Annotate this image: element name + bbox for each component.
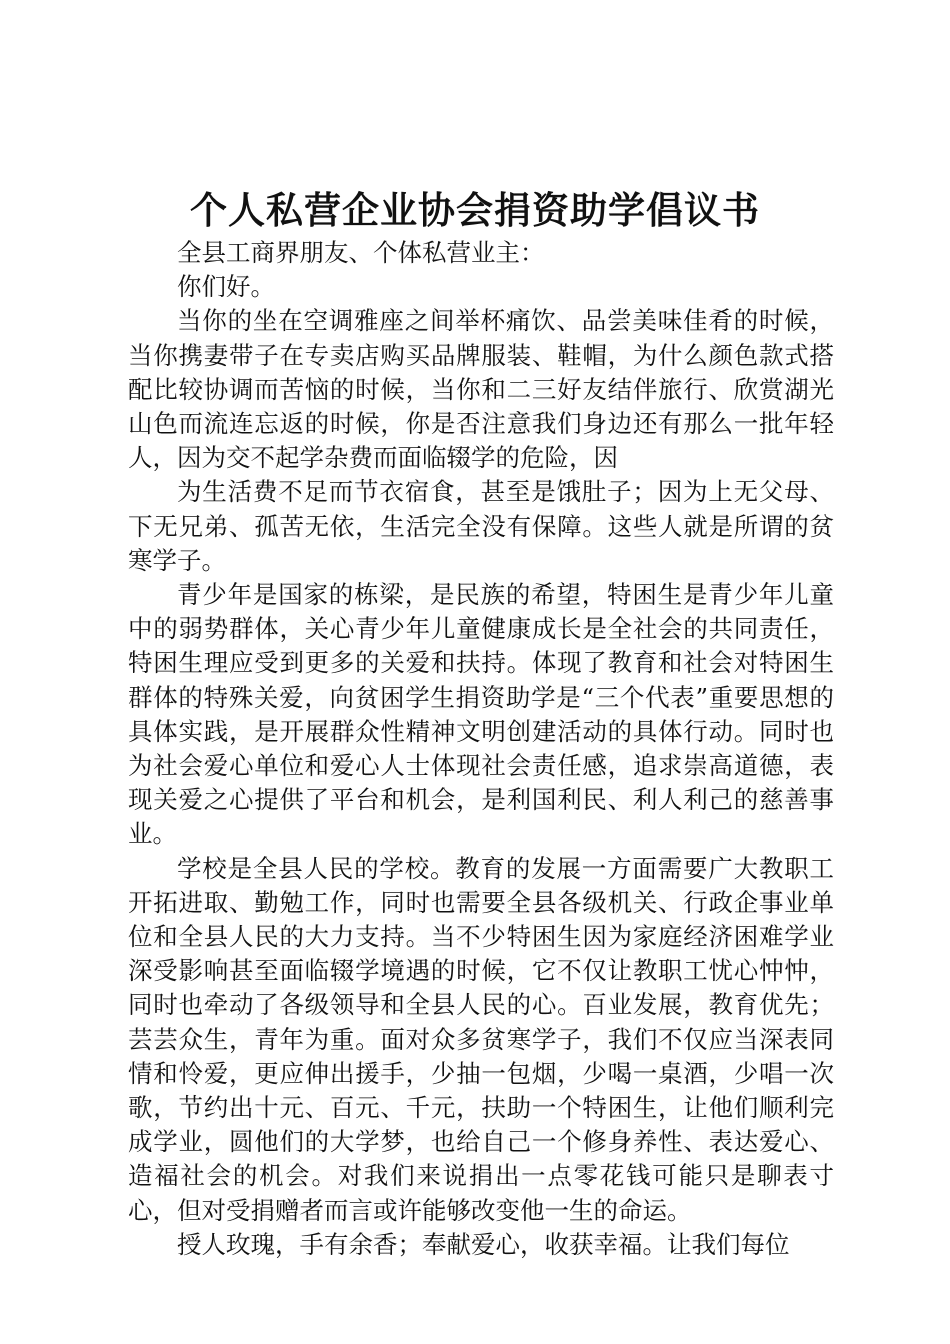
body-paragraph: 为生活费不足而节衣宿食，甚至是饿肚子；因为上无父母、下无兄弟、孤苦无依，生活完全没有保障。这些人就是所谓的贫寒学子。 [128,477,834,575]
greeting: 你们好。 [177,272,275,302]
document-title: 个人私营企业协会捐资助学倡议书 [190,189,760,232]
body-paragraph: 学校是全县人民的学校。教育的发展一方面需要广大教职工开拓进取、勤勉工作，同时也需要全县各级机关、行政企事业单位和全县人民的大力支持。当不少特困生因为家庭经济困难学业深受影响甚至面临辍学境遇的时候，它不仅让教职工忧心忡忡，同时也牵动了各级领导和全县人民的心。百业发展，教育优先；芸芸众生，青年为重。面对众多贫寒学子，我们不仅应当深表同情和怜爱，更应伸出援手，少抽一包烟，少喝一桌酒，少唱一次歌，节约出十元、百元、千元，扶助一个特困生，让他们顺利完成学业，圆他们的大学梦，也给自己一个修身养性、表达爱心、造福社会的机会。对我们来说捐出一点零花钱可能只是聊表寸心，但对受捐赠者而言或许能够改变他一生的命运。 [128,853,834,1225]
salutation: 全县工商界朋友、个体私营业主： [177,238,545,267]
body-paragraph: 授人玫瑰，手有余香；奉献爱心，收获幸福。让我们每位 [177,1229,790,1259]
document-body [128,236,834,1262]
body-paragraph: 当你的坐在空调雅座之间举杯痛饮、品尝美味佳肴的时候，当你携妻带子在专卖店购买品牌服装、鞋帽，为什么颜色款式搭配比较协调而苦恼的时候，当你和二三好友结伴旅行、欣赏湖光山色而流连忘返的时候，你是否注意我们身边还有那么一批年轻人，因为交不起学杂费而面临辍学的危险，因 [128,306,834,473]
body-paragraph: 青少年是国家的栋梁，是民族的希望，特困生是青少年儿童中的弱势群体，关心青少年儿童健康成长是全社会的共同责任，特困生理应受到更多的关爱和扶持。体现了教育和社会对特困生群体的特殊关爱，向贫困学生捐资助学是“三个代表”重要思想的具体实践，是开展群众性精神文明创建活动的具体行动。同时也为社会爱心单位和爱心人士体现社会责任感，追求崇高道德，表现关爱之心提供了平台和机会，是利国利民、利人利己的慈善事业。 [128,580,834,849]
